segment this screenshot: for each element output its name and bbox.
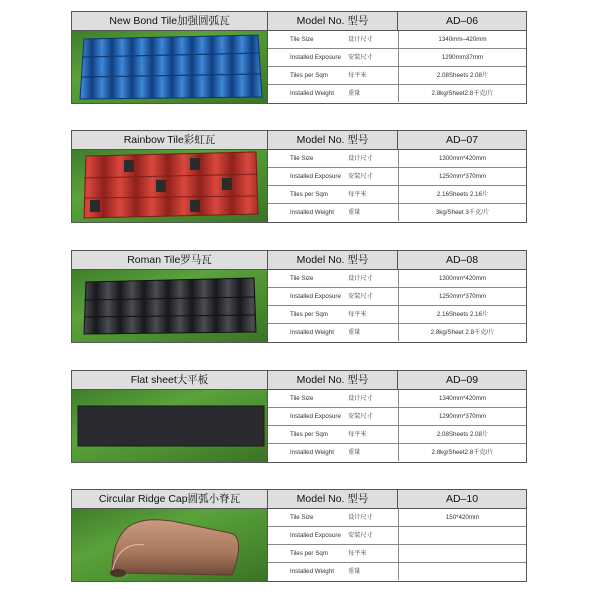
row-label-cn: 安装尺寸 <box>348 54 373 61</box>
product-block-ad09 <box>71 370 527 463</box>
row-label-en: Installed Weight <box>290 568 334 575</box>
row-value: 2.08Sheets 2.08片 <box>398 426 526 443</box>
row-value: 2.08Sheets 2.08片 <box>398 67 526 84</box>
row-tiles-per-sqm <box>268 186 526 204</box>
ridge-cap-image <box>72 509 268 581</box>
block-header <box>72 12 526 31</box>
row-installed-weight <box>268 204 526 222</box>
row-label-en: Tiles per Sqm <box>290 431 328 438</box>
row-label-cn: 每平米 <box>348 431 367 438</box>
row-label-en: Installed Exposure <box>290 54 341 61</box>
row-label-cn: 设计尺寸 <box>348 36 373 43</box>
row-value: 1300mm*420mm <box>398 150 526 167</box>
row-label-cn: 重量 <box>348 329 361 336</box>
row-tiles-per-sqm <box>268 426 526 444</box>
row-label-cn: 重量 <box>348 449 361 456</box>
row-value: 2.8kg/Sheet2.8千克/片 <box>398 85 526 102</box>
row-label-cn: 设计尺寸 <box>348 514 373 521</box>
product-block-ad06 <box>71 11 527 104</box>
model-label: Model No. 型号 <box>268 490 398 508</box>
row-value: 3kg/Sheet 3千克/片 <box>398 204 526 221</box>
row-tile-size <box>268 150 526 168</box>
row-value: 1250mm*370mm <box>398 288 526 305</box>
row-label-en: Tiles per Sqm <box>290 550 328 557</box>
row-value <box>398 545 526 562</box>
model-label: Model No. 型号 <box>268 251 398 269</box>
product-photo <box>72 509 268 581</box>
roman-tile-image <box>72 270 268 342</box>
row-value <box>398 563 526 580</box>
rainbow-tile-image <box>72 150 268 222</box>
model-label: Model No. 型号 <box>268 131 398 149</box>
flat-sheet-image <box>72 390 268 462</box>
row-installed-exposure <box>268 288 526 306</box>
row-installed-exposure <box>268 408 526 426</box>
row-label-en: Tile Size <box>290 275 314 282</box>
row-tiles-per-sqm <box>268 545 526 563</box>
row-value: 2.16Sheets 2.16片 <box>398 186 526 203</box>
row-label-cn: 设计尺寸 <box>348 395 373 402</box>
model-label: Model No. 型号 <box>268 12 398 30</box>
row-label-cn: 安装尺寸 <box>348 532 373 539</box>
row-label-cn: 每平米 <box>348 72 367 79</box>
row-tiles-per-sqm <box>268 67 526 85</box>
row-value: 2.8kg/Sheet2.8千克/片 <box>398 444 526 461</box>
row-label-cn: 重量 <box>348 209 361 216</box>
row-tile-size <box>268 270 526 288</box>
product-title: New Bond Tile加强圆弧瓦 <box>72 12 268 30</box>
row-tiles-per-sqm <box>268 306 526 324</box>
row-value: 2.8kg/Sheet 2.8千克/片 <box>398 324 526 341</box>
product-block-ad08 <box>71 250 527 343</box>
row-label-en: Installed Exposure <box>290 173 341 180</box>
row-installed-exposure <box>268 168 526 186</box>
row-value: 150*420mm <box>398 509 526 526</box>
model-code: AD–09 <box>445 374 479 386</box>
row-label-cn: 重量 <box>348 90 361 97</box>
row-tile-size <box>268 390 526 408</box>
model-code: AD–08 <box>445 254 479 266</box>
product-photo <box>72 150 268 222</box>
row-value: 1340mm–420mm <box>398 31 526 48</box>
model-label: Model No. 型号 <box>268 371 398 389</box>
product-title: Circular Ridge Cap圆弧小脊瓦 <box>72 490 268 508</box>
product-title: Flat sheet大平板 <box>72 371 268 389</box>
row-value: 2.16Sheets 2.16片 <box>398 306 526 323</box>
row-label-cn: 每平米 <box>348 311 367 318</box>
row-installed-exposure <box>268 49 526 67</box>
row-tile-size <box>268 31 526 49</box>
row-label-cn: 设计尺寸 <box>348 275 373 282</box>
product-title: Roman Tile罗马瓦 <box>72 251 268 269</box>
row-label-en: Installed Weight <box>290 329 334 336</box>
row-label-cn: 重量 <box>348 568 361 575</box>
row-label-cn: 安装尺寸 <box>348 173 373 180</box>
product-title: Rainbow Tile彩虹瓦 <box>72 131 268 149</box>
row-label-en: Installed Exposure <box>290 413 341 420</box>
row-label-en: Installed Weight <box>290 209 334 216</box>
row-label-cn: 安装尺寸 <box>348 413 373 420</box>
row-installed-weight <box>268 85 526 103</box>
row-label-en: Tiles per Sqm <box>290 191 328 198</box>
row-label-cn: 每平米 <box>348 191 367 198</box>
row-label-en: Tile Size <box>290 155 314 162</box>
row-label-en: Installed Exposure <box>290 293 341 300</box>
row-installed-weight <box>268 324 526 342</box>
row-label-en: Tile Size <box>290 36 314 43</box>
row-label-en: Tiles per Sqm <box>290 311 328 318</box>
row-label-cn: 安装尺寸 <box>348 293 373 300</box>
row-value: 1250mm*370mm <box>398 168 526 185</box>
row-value: 1290mm37mm <box>398 49 526 66</box>
row-value: 1340mm*420mm <box>398 390 526 407</box>
product-photo <box>72 390 268 462</box>
new-bond-tile-image <box>72 31 268 103</box>
row-installed-weight <box>268 563 526 581</box>
row-installed-weight <box>268 444 526 462</box>
model-code: AD–07 <box>445 134 479 146</box>
row-label-cn: 设计尺寸 <box>348 155 373 162</box>
model-code: AD–10 <box>445 493 479 505</box>
product-photo <box>72 270 268 342</box>
block-header <box>72 490 526 509</box>
row-label-en: Installed Weight <box>290 449 334 456</box>
row-value: 1290mm*370mm <box>398 408 526 425</box>
product-block-ad10 <box>71 489 527 582</box>
row-value <box>398 527 526 544</box>
product-block-ad07 <box>71 130 527 223</box>
product-photo <box>72 31 268 103</box>
row-label-en: Tile Size <box>290 514 314 521</box>
row-tile-size <box>268 509 526 527</box>
row-label-en: Tile Size <box>290 395 314 402</box>
row-label-en: Tiles per Sqm <box>290 72 328 79</box>
row-label-cn: 每平米 <box>348 550 367 557</box>
block-header <box>72 131 526 150</box>
row-label-en: Installed Exposure <box>290 532 341 539</box>
block-header <box>72 251 526 270</box>
row-value: 1300mm*420mm <box>398 270 526 287</box>
block-header <box>72 371 526 390</box>
row-installed-exposure <box>268 527 526 545</box>
model-code: AD–06 <box>445 15 479 27</box>
row-label-en: Installed Weight <box>290 90 334 97</box>
